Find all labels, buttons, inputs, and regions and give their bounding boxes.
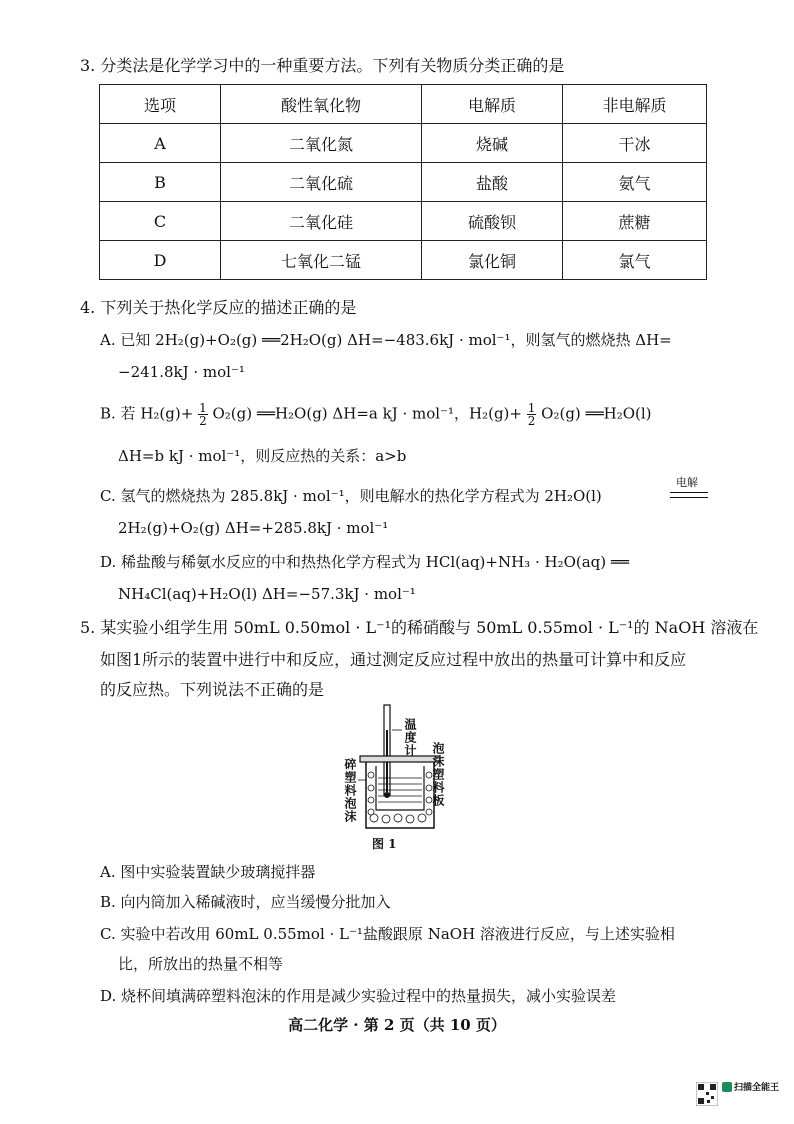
scanner-badge bbox=[696, 1080, 786, 1110]
table-cell: 氯化铜 bbox=[422, 241, 563, 280]
q5-number: 5. bbox=[80, 618, 96, 637]
table-cell: 盐酸 bbox=[422, 163, 563, 202]
table-cell: 干冰 bbox=[563, 124, 707, 163]
fraction-denominator: 2 bbox=[527, 414, 536, 428]
q4-option-b-line1 bbox=[100, 402, 652, 427]
q4-option-c-line1 bbox=[100, 486, 602, 506]
table-row bbox=[100, 202, 707, 241]
table-cell: 七氧化二锰 bbox=[221, 241, 422, 280]
q5-option-c-line2: 比，所放出的热量不相等 bbox=[118, 955, 284, 973]
inner-beaker bbox=[376, 766, 424, 810]
q5-option-a: A. 图中实验装置缺少玻璃搅拌器 bbox=[100, 863, 316, 881]
q4-option-c-line2: 2H₂(g)+O₂(g) ΔH=+285.8kJ · mol⁻¹ bbox=[118, 519, 389, 537]
q5-stem-text1: 某实验小组学生用 50mL 0.50mol · L⁻¹的稀硝酸与 50mL 0.55mol · L⁻¹的 NaOH 溶液在 bbox=[100, 618, 759, 637]
table-cell: 蔗糖 bbox=[563, 202, 707, 241]
table-header: 电解质 bbox=[422, 85, 563, 124]
qr-code-icon bbox=[696, 1082, 718, 1106]
figure-caption: 图 1 bbox=[372, 837, 397, 851]
table-cell: 氯气 bbox=[563, 241, 707, 280]
brand-logo-icon bbox=[722, 1082, 732, 1092]
q5-option-d: D. 烧杯间填满碎塑料泡沫的作用是减少实验过程中的热量损失，减小实验误差 bbox=[100, 987, 617, 1005]
q5-stem-line3: 的反应热。下列说法不正确的是 bbox=[100, 680, 325, 699]
table-cell: 二氧化硫 bbox=[221, 163, 422, 202]
equation-arrow bbox=[670, 492, 708, 498]
table-cell: D bbox=[100, 241, 221, 280]
q4-option-a-line2: −241.8kJ · mol⁻¹ bbox=[118, 363, 245, 381]
table-cell: 氨气 bbox=[563, 163, 707, 202]
q4-stem bbox=[80, 298, 356, 318]
q3-number: 3. bbox=[80, 56, 96, 75]
q5-option-b: B. 向内筒加入稀碱液时，应当缓慢分批加入 bbox=[100, 893, 391, 911]
fraction-denominator: 2 bbox=[199, 414, 207, 428]
table-header-row bbox=[100, 85, 707, 124]
q4-option-d-line2: NH₄Cl(aq)+H₂O(l) ΔH=−57.3kJ · mol⁻¹ bbox=[118, 585, 416, 603]
table-cell: B bbox=[100, 163, 221, 202]
q4-stem-text: 下列关于热化学反应的描述正确的是 bbox=[100, 298, 357, 317]
table-header: 非电解质 bbox=[563, 85, 707, 124]
foam-board bbox=[360, 756, 440, 762]
q4-option-b-line2: ΔH=b kJ · mol⁻¹，则反应热的关系：a>b bbox=[118, 447, 407, 465]
fraction-numerator: 1 bbox=[199, 401, 207, 415]
q4-option-b-part1: B. 若 H₂(g)+ bbox=[100, 404, 194, 423]
table-header: 酸性氧化物 bbox=[221, 85, 422, 124]
q3-stem bbox=[80, 56, 564, 76]
table-cell: 烧碱 bbox=[422, 124, 563, 163]
table-header: 选项 bbox=[100, 85, 221, 124]
table-cell: A bbox=[100, 124, 221, 163]
table-cell: 二氧化硅 bbox=[221, 202, 422, 241]
table-cell: 二氧化氮 bbox=[221, 124, 422, 163]
table-row bbox=[100, 163, 707, 202]
fraction-half bbox=[527, 402, 537, 427]
label-foam-pieces: 碎塑料泡沫 bbox=[343, 758, 357, 823]
foam-pieces bbox=[368, 772, 432, 823]
label-foam-board: 泡沫塑料板 bbox=[431, 742, 445, 807]
classification-table bbox=[99, 84, 707, 280]
table-cell: 硫酸钡 bbox=[422, 202, 563, 241]
q4-option-a-line1: A. 已知 2H₂(g)+O₂(g) ══2H₂O(g) ΔH=−483.6kJ · mol⁻¹，则氢气的燃烧热 ΔH= bbox=[100, 331, 672, 349]
electrolysis-label: 电解 bbox=[676, 476, 698, 489]
q4-option-c-text: C. 氢气的燃烧热为 285.8kJ · mol⁻¹，则电解水的热化学方程式为 2H₂O(l) bbox=[100, 487, 602, 505]
q4-option-b-part2: O₂(g) ══H₂O(g) ΔH=a kJ · mol⁻¹，H₂(g)+ bbox=[212, 404, 522, 423]
table-row bbox=[100, 241, 707, 280]
table-row bbox=[100, 124, 707, 163]
q4-option-b-part3: O₂(g) ══H₂O(l) bbox=[541, 404, 652, 423]
table-cell: C bbox=[100, 202, 221, 241]
q5-stem-line1 bbox=[80, 618, 758, 638]
q3-stem-text: 分类法是化学学习中的一种重要方法。下列有关物质分类正确的是 bbox=[100, 56, 565, 75]
page-footer: 高二化学 · 第 2 页（共 10 页） bbox=[288, 1016, 506, 1034]
q5-stem-line2: 如图1所示的装置中进行中和反应，通过测定反应过程中放出的热量可计算中和反应 bbox=[100, 650, 687, 669]
q4-number: 4. bbox=[80, 298, 96, 317]
badge-brand-text: 扫描全能王 bbox=[734, 1083, 780, 1093]
fraction-numerator: 1 bbox=[527, 401, 536, 415]
label-thermometer: 温度计 bbox=[403, 718, 417, 757]
fraction-half bbox=[198, 402, 208, 427]
q5-option-c-line1: C. 实验中若改用 60mL 0.55mol · L⁻¹盐酸跟原 NaOH 溶液进行反应，与上述实验相 bbox=[100, 925, 675, 943]
q4-option-d-line1: D. 稀盐酸与稀氨水反应的中和热热化学方程式为 HCl(aq)+NH₃ · H₂O(aq) ══ bbox=[100, 553, 629, 571]
